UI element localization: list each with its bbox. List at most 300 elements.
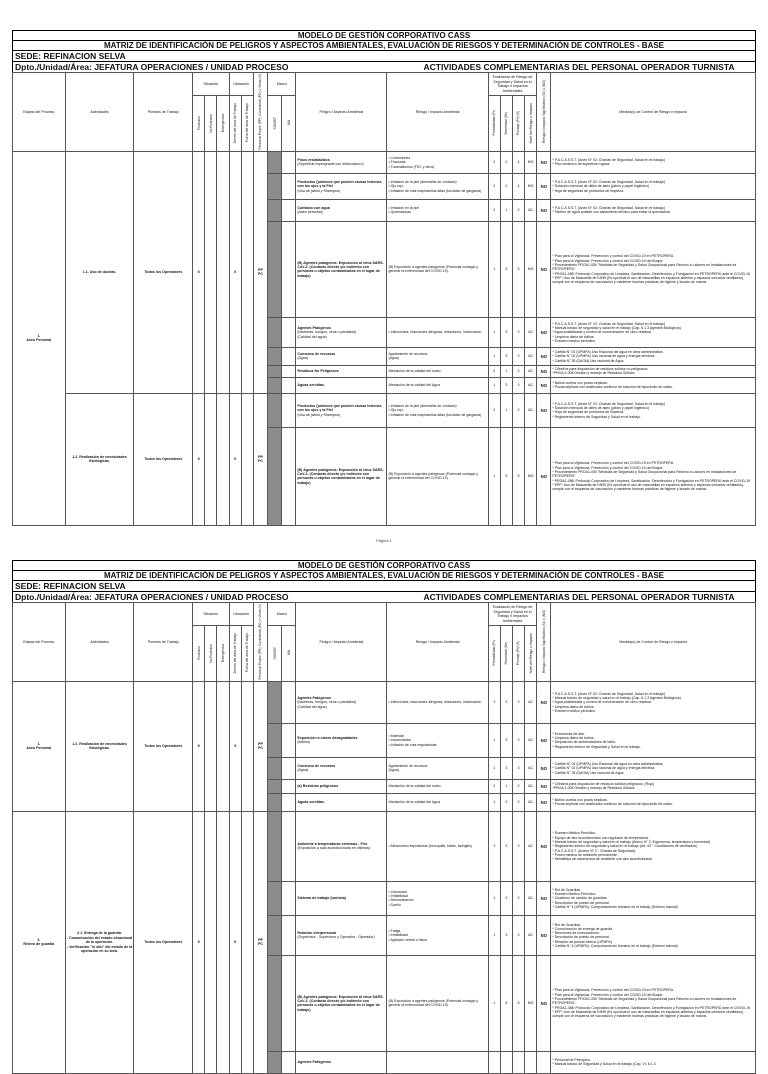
activities-label: ACTIVIDADES COMPLEMENTARIAS DEL PERSONAL OPERADOR TURNISTA bbox=[423, 62, 735, 72]
activity-cell: 1.1. Uso de duchas. bbox=[65, 151, 134, 393]
activity-cell: 2.1. Entrega de la guardia: - Comunicación del estado situacional de la operación. - Verificación "in situ" del estado de la operación en su área. bbox=[65, 811, 134, 1073]
no-rutinario-cell bbox=[205, 681, 217, 811]
ma-cell bbox=[282, 757, 296, 779]
sso-cell bbox=[268, 1051, 282, 1073]
puntaje-cell: 3 bbox=[512, 915, 524, 955]
puntaje-cell bbox=[512, 1051, 524, 1073]
col-nivel-text: Nivel del Riesgo o Impacto bbox=[528, 102, 533, 144]
probabilidad-cell: 2 bbox=[488, 173, 500, 199]
severidad-cell: 3 bbox=[500, 377, 512, 393]
peligro-cell bbox=[296, 365, 387, 377]
sso-cell bbox=[268, 811, 282, 881]
col-severidad bbox=[500, 626, 512, 681]
peligro-name: Agentes Patógenos bbox=[297, 325, 331, 330]
col-actividades: Actividades bbox=[65, 603, 134, 682]
col-situacion: Situación bbox=[193, 603, 229, 626]
col-etapas: Etapas del Proceso bbox=[13, 603, 66, 682]
col-personal-text: Personal Propio (PP); Contratista (PC) o Visita (V) bbox=[258, 603, 263, 679]
ma-cell bbox=[282, 915, 296, 955]
col-ma-text: MA bbox=[286, 120, 291, 126]
puntaje-cell: 3 bbox=[512, 681, 524, 723]
riesgo-cell: • Infecciones, reacciones alérgicas, irritaciones, intoxicación bbox=[387, 317, 488, 347]
control-cell: * Rol de Guardias. * Comunicación de entrega de guardia. * Reuniones de comunicación. * Descripción de puesto de personal. * Relación de puesto interno (UPMPA) * Cartilla N° 4 (UPMPA): Comportamiento humano en el trabajo (Entorno laboral) bbox=[551, 915, 756, 955]
table-row bbox=[13, 681, 756, 723]
peligro-cell bbox=[296, 151, 387, 173]
col-personal bbox=[253, 73, 267, 152]
ma-cell bbox=[282, 955, 296, 1051]
riesgo-cell: Afectación de la calidad del suelo. bbox=[387, 779, 488, 793]
activities-label: ACTIVIDADES COMPLEMENTARIAS DEL PERSONAL OPERADOR TURNISTA bbox=[423, 592, 735, 602]
probabilidad-cell: 1 bbox=[488, 347, 500, 365]
col-severidad bbox=[500, 96, 512, 151]
significativo-cell: NO bbox=[537, 377, 551, 393]
peligro-cell bbox=[296, 723, 387, 757]
col-fuera bbox=[241, 626, 253, 681]
fuera-cell bbox=[241, 151, 253, 393]
ma-cell bbox=[282, 393, 296, 427]
puntaje-cell: 3 bbox=[512, 757, 524, 779]
peligro-name: Consumo de recursos bbox=[297, 764, 336, 768]
no-rutinario-cell bbox=[205, 151, 217, 393]
peligro-cell bbox=[296, 427, 387, 525]
col-emergencia bbox=[217, 96, 229, 151]
riesgo-cell: (B) Exposición a agentes patógenos (Potencial contagio y generar la enfermedad del COVID-19). bbox=[387, 427, 488, 525]
nivel-cell: AC bbox=[525, 881, 537, 915]
puntaje-cell: 3 bbox=[512, 881, 524, 915]
significativo-cell: NO bbox=[537, 427, 551, 525]
stage-cell: 2. Relevo de guardia bbox=[13, 811, 66, 1073]
activity-cell: 1.2. Realización de necesidades fisiológicas. bbox=[65, 393, 134, 525]
peligro-cell bbox=[296, 779, 387, 793]
area-row bbox=[12, 591, 756, 602]
control-cell: * Examen Médico Periódico. * Equipo de aire acondicionado con regulador de temperatura. * Manual básico de seguridad y salud en el trabajo (Anexo N° 2: Ergonomía, temperatura y humedad) * Reglamento interno de seguridad y salud en el trabajo (Art. 62°: Condiciones de ventilación) * P.A.C.A.S.S.T. (Anexo N° 2 - Charlas de Seguridad). * Poseo medica de ambiente permanente. * Señalética de advertencia de ambiente con aire acondicionado. bbox=[551, 811, 756, 881]
control-cell: * Personal de Petroperu. * Manual básico de Seguridad y Salud en el trabajo (Cap. VI, 6.1.3 bbox=[551, 1051, 756, 1073]
ma-cell bbox=[282, 347, 296, 365]
sso-cell bbox=[268, 779, 282, 793]
control-cell: * Plan para la Vigilancia, Prevención y control del COVID-19 en PETROPERU. * Plan para la Vigilancia, Prevención y control del COVID-19 del Buque. * Procedimiento PROA1-050 "Medidas de Seguridad y Salud Ocupacional para Retorno a Labores en Instalaciones de PETROPERÚ". * PROA1-088: Protocolo Corporativo de Limpieza, Sanitización, Desinfección y Fumigación en PETROPERÚ ante el COVID-19. * EPP: Uso de Mascarilla de KN95 (Es opcional el uso de mascarillas en espacios abiertos y espacios cerrados ventilados), cumplir con el esquema de vacunación y mantener buenas prácticas de higiene y lavado de manos. bbox=[551, 427, 756, 525]
col-nivel-text: Nivel del Riesgo o Impacto bbox=[528, 632, 533, 674]
riesgo-cell: • Contusiones • Fracturas • Traumatismos (TEC y otros) bbox=[387, 151, 488, 173]
control-cell: * P.A.C.A.S.S.T. (Anex N° 02: Charlas de Seguridad, Salud en el trabajo) * Manual básico de seguridad y salud en el trabajo (Cap. 6.1.3 Agentes Biológicos). * Agua potabilizada y control de concentración de cloro residual. * Limpieza diaria de baños. * Examen médico periódico. bbox=[551, 681, 756, 723]
col-emergencia-text: Emergencia bbox=[220, 113, 225, 133]
ma-cell bbox=[282, 377, 296, 393]
dentro-cell: X bbox=[229, 811, 241, 1073]
peligro-detail: (Uso de jabón y Shampoo) bbox=[297, 412, 341, 417]
severidad-cell bbox=[500, 1051, 512, 1073]
probabilidad-cell: 1 bbox=[488, 723, 500, 757]
riesgo-cell: (B) Exposición a agentes patógenos (Potencial contagio y generar la enfermedad del COVID-19). bbox=[387, 955, 488, 1051]
nivel-cell: MO bbox=[525, 427, 537, 525]
riesgo-cell: Afectación de la calidad del suelo. bbox=[387, 365, 488, 377]
nivel-cell: AC bbox=[525, 723, 537, 757]
rutinario-cell: X bbox=[193, 811, 205, 1073]
puesto-cell: Todos los Operadores bbox=[134, 681, 193, 811]
sso-cell bbox=[268, 757, 282, 779]
col-peligro: Peligro / Aspecto Ambiental bbox=[296, 603, 387, 682]
riesgo-cell: • Fatiga • Irritabilidad • Agresión verbal o física bbox=[387, 915, 488, 955]
col-sso-text: SSO/ST bbox=[272, 116, 277, 130]
puntaje-cell: 2 bbox=[512, 779, 524, 793]
personal-cell: PP PC bbox=[253, 681, 267, 811]
sso-cell bbox=[268, 151, 282, 173]
puntaje-cell: 3 bbox=[512, 347, 524, 365]
peligro-name: (a) Residuos peligrosos bbox=[297, 784, 339, 789]
ma-cell bbox=[282, 221, 296, 317]
nivel-cell bbox=[525, 1051, 537, 1073]
control-cell: * Cilindros para disposición de residuos sólidos peligrosos. (Rojo) *PROA 2-008 Gestión y manejo de Residuos Sólidos bbox=[551, 779, 756, 793]
no-rutinario-cell bbox=[205, 393, 217, 525]
document-page-1 bbox=[12, 30, 756, 526]
peligro-cell bbox=[296, 955, 387, 1051]
peligro-cell bbox=[296, 347, 387, 365]
ma-cell bbox=[282, 881, 296, 915]
probabilidad-cell: 1 bbox=[488, 681, 500, 723]
significativo-cell: NO bbox=[537, 151, 551, 173]
nivel-cell: AC bbox=[525, 793, 537, 811]
ma-cell bbox=[282, 681, 296, 723]
col-marco: Marco bbox=[268, 603, 296, 626]
riesgo-cell: • Afecciones respiratorias (bronquitis, tráido, faringitis) bbox=[387, 811, 488, 881]
col-dentro bbox=[229, 96, 241, 151]
sso-cell bbox=[268, 173, 282, 199]
col-actividades: Actividades bbox=[65, 73, 134, 152]
riesgo-cell: • Molestar • Incomodidad • Irritación de vías respiratorias bbox=[387, 723, 488, 757]
puntaje-cell: 5 bbox=[512, 955, 524, 1051]
significativo-cell: NO bbox=[537, 221, 551, 317]
doc-subtitle: MATRIZ DE IDENTIFICACIÓN DE PELIGROS Y ASPECTOS AMBIENTALES, EVALUACIÓN DE RIESGOS Y DETERMINACIÓN DE CONTROLES - BASE bbox=[12, 40, 756, 50]
probabilidad-cell: 1 bbox=[488, 221, 500, 317]
control-cell: * Extractores de aire. * Limpieza diaria de baños. * Disposición de ambientadores de baño. * Reglamento interno de Seguridad y Salud en el trabajo. bbox=[551, 723, 756, 757]
col-significativo bbox=[537, 73, 551, 152]
control-cell: * Cilindros para disposición de residuos sólidos no peligrosos. *PROA 2-008 Gestión y manejo de Residuos Sólidos bbox=[551, 365, 756, 377]
col-probabilidad bbox=[488, 626, 500, 681]
col-riesgo: Riesgo / Impacto Ambiental bbox=[387, 73, 488, 152]
puesto-cell: Todos los Operadores bbox=[134, 811, 193, 1073]
col-emergencia bbox=[217, 626, 229, 681]
puntaje-cell: 3 bbox=[512, 723, 524, 757]
severidad-cell: 1 bbox=[500, 199, 512, 221]
significativo-cell: NO bbox=[537, 793, 551, 811]
nivel-cell: MO bbox=[525, 955, 537, 1051]
col-significativo-text: Riesgo o Impacto Significativo (SI) o (NO) bbox=[541, 609, 546, 673]
nivel-cell: AC bbox=[525, 681, 537, 723]
document-page-2 bbox=[12, 560, 756, 1074]
sso-cell bbox=[268, 955, 282, 1051]
peligro-detail: (Baños) bbox=[297, 740, 310, 745]
peligro-name: Agentes Patógenos bbox=[297, 695, 331, 700]
nivel-cell: MO bbox=[525, 221, 537, 317]
col-medidas: Medida(s) de Control de Riesgo e Impacto bbox=[551, 603, 756, 682]
riesgo-cell: Agotamiento de recursos (Agua) bbox=[387, 347, 488, 365]
dentro-cell: X bbox=[229, 151, 241, 393]
col-ma bbox=[282, 626, 296, 681]
col-rutinario-text: Rutinario bbox=[196, 116, 201, 130]
severidad-cell: 3 bbox=[500, 723, 512, 757]
significativo-cell: NO bbox=[537, 681, 551, 723]
ma-cell bbox=[282, 793, 296, 811]
stage-cell: 1. Aseo Personal bbox=[13, 681, 66, 811]
probabilidad-cell: 1 bbox=[488, 317, 500, 347]
nivel-cell: AC bbox=[525, 915, 537, 955]
riesgo-cell: • Infecciones, reacciones alérgicas, irritaciones, intoxicación bbox=[387, 681, 488, 723]
col-personal-text: Personal Propio (PP); Contratista (PC) o Visita (V) bbox=[258, 73, 263, 149]
puntaje-cell: 3 bbox=[512, 377, 524, 393]
area-label: Dpto./Unidad/Área: JEFATURA OPERACIONES / UNIDAD PROCESO bbox=[15, 592, 289, 602]
probabilidad-cell: 1 bbox=[488, 915, 500, 955]
peligro-cell bbox=[296, 1051, 387, 1073]
emergencia-cell bbox=[217, 393, 229, 525]
personal-cell: PP PC bbox=[253, 393, 267, 525]
ma-cell bbox=[282, 779, 296, 793]
ma-cell bbox=[282, 427, 296, 525]
peligro-cell bbox=[296, 915, 387, 955]
sso-cell bbox=[268, 881, 282, 915]
significativo-cell: NO bbox=[537, 811, 551, 881]
control-cell: * Rol de Guardias. * Examen Médico Periódico. * Cuaderno de cambio de guardias. * Descripción de puesto de personal. * Cartilla N° 4 (UPMPA): Comportamiento humano en el trabajo (Entorno laboral) bbox=[551, 881, 756, 915]
sso-cell bbox=[268, 199, 282, 221]
peligro-cell bbox=[296, 317, 387, 347]
riesgo-cell: • Irritación de la piel (dermatitis de contacto) • Ojo rojo • Irritación de vías respiratorias altas (tos/dolor de garganta) bbox=[387, 393, 488, 427]
nivel-cell: AC bbox=[525, 317, 537, 347]
sso-cell bbox=[268, 915, 282, 955]
probabilidad-cell: 1 bbox=[488, 955, 500, 1051]
emergencia-cell bbox=[217, 151, 229, 393]
control-cell: * P.A.C.A.S.S.T. (Anex N° 02: Charlas de Seguridad, Salud en el trabajo) * Manual básico de seguridad y salud en el trabajo (Cap. 6.1.3 Agentes Biológicos). * Agua potabilizada y control de concentración de cloro residual. * Limpieza diaria de baños. * Examen médico periódico. bbox=[551, 317, 756, 347]
nivel-cell: AC bbox=[525, 779, 537, 793]
probabilidad-cell bbox=[488, 1051, 500, 1073]
significativo-cell: NO bbox=[537, 723, 551, 757]
table-row bbox=[13, 811, 756, 881]
peligro-name: Exposición a olores desagradables bbox=[297, 736, 358, 740]
risk-matrix-table bbox=[12, 72, 756, 526]
sso-cell bbox=[268, 221, 282, 317]
probabilidad-cell: 2 bbox=[488, 199, 500, 221]
nivel-cell: AC bbox=[525, 757, 537, 779]
col-no-rutinario-text: No Rutinario bbox=[208, 643, 213, 663]
col-fuera bbox=[241, 96, 253, 151]
page-footer: Página 1 bbox=[376, 538, 392, 543]
col-puntaje bbox=[512, 626, 524, 681]
sso-cell bbox=[268, 793, 282, 811]
riesgo-cell: Afectación de la calidad del Agua bbox=[387, 793, 488, 811]
control-cell: * Cartilla N° 03 (UPMPA) Uso Racional del agua en área administrativa. * Cartilla N° 02 (UPMPA) Uso racional de agua y energía eléctrica * Cartilla N° 28 (DAGM) Uso racional de Agua. bbox=[551, 347, 756, 365]
puesto-cell: Todos los Operadores bbox=[134, 393, 193, 525]
sso-cell bbox=[268, 723, 282, 757]
probabilidad-cell: 1 bbox=[488, 811, 500, 881]
emergencia-cell bbox=[217, 811, 229, 1073]
puntaje-cell: 3 bbox=[512, 811, 524, 881]
col-marco: Marco bbox=[268, 73, 296, 96]
sso-cell bbox=[268, 427, 282, 525]
peligro-detail: (Uso de jabón y Shampoo) bbox=[297, 188, 341, 193]
sso-cell bbox=[268, 365, 282, 377]
puesto-cell: Todos los Operadores bbox=[134, 151, 193, 393]
ma-cell bbox=[282, 723, 296, 757]
col-personal bbox=[253, 603, 267, 682]
peligro-cell bbox=[296, 199, 387, 221]
peligro-cell bbox=[296, 881, 387, 915]
col-no-rutinario bbox=[205, 626, 217, 681]
col-probabilidad-text: Probabilidad (Pr) bbox=[492, 110, 497, 136]
severidad-cell: 3 bbox=[500, 793, 512, 811]
doc-subtitle: MATRIZ DE IDENTIFICACIÓN DE PELIGROS Y ASPECTOS AMBIENTALES, EVALUACIÓN DE RIESGOS Y DETERMINACIÓN DE CONTROLES - BASE bbox=[12, 570, 756, 580]
ma-cell bbox=[282, 317, 296, 347]
peligro-cell bbox=[296, 681, 387, 723]
riesgo-cell: • Irritación de la piel (dermatitis de contacto) • Ojo rojo • Irritación de vías respiratorias altas (tos/dolor de garganta) bbox=[387, 173, 488, 199]
peligro-name: (B) Agentes patógenos: Exposición al virus SARS-CoV-2. (Contacto directo y/o indirecto con personas u objetos contaminados en el lugar de trabajo) bbox=[297, 260, 384, 278]
col-sso-text: SSO/ST bbox=[272, 646, 277, 660]
probabilidad-cell: 2 bbox=[488, 779, 500, 793]
significativo-cell: NO bbox=[537, 881, 551, 915]
control-cell: * P.A.C.A.S.S.T. (Anex N° 02: Charlas de Seguridad, Salud en el trabajo) * Dotación mensual de útiles de aseo (jabón y papel higiénico) * Hoja de seguridad de productos de limpieza. * Reglamento interno de Seguridad y Salud en el trabajo. bbox=[551, 393, 756, 427]
col-fuera-text: Fuera del área de Trabajo bbox=[245, 633, 250, 673]
sso-cell bbox=[268, 681, 282, 723]
sso-cell bbox=[268, 317, 282, 347]
peligro-detail: (bacterias, hongos, virus o parásitos) (Calidad del agua) bbox=[297, 700, 357, 709]
significativo-cell: NO bbox=[537, 173, 551, 199]
col-no-rutinario bbox=[205, 96, 217, 151]
peligro-detail: (Superficie impregnada con hidrocarburo) bbox=[297, 162, 364, 167]
no-rutinario-cell bbox=[205, 811, 217, 1073]
puntaje-cell: 4 bbox=[512, 173, 524, 199]
control-cell: * P.A.C.A.S.S.T. (Anex N° 02: Charlas de Seguridad, Salud en el trabajo) * Tablero de agua potable con aislamiento térmico para evitar la quemadura. bbox=[551, 199, 756, 221]
peligro-name: Residuos No Peligrosos bbox=[297, 369, 339, 374]
col-ubicacion: Ubicación bbox=[229, 603, 253, 626]
col-rutinario bbox=[193, 96, 205, 151]
control-cell: * Plan para la Vigilancia, Prevención y control del COVID-19 en PETROPERU. * Plan para la Vigilancia, Prevención y control del COVID-19 del Buque. * Procedimiento PROA1-050 "Medidas de Seguridad y Salud Ocupacional para Retorno a Labores en Instalaciones de PETROPERÚ". * PROA1-088: Protocolo Corporativo de Limpieza, Sanitización, Desinfección y Fumigación en PETROPERÚ ante el COVID-19. * EPP: Uso de Mascarilla de KN95 (Es opcional el uso de mascarillas en espacios abiertos y espacios cerrados ventilados), cumplir con el esquema de vacunación y mantener buenas prácticas de higiene y lavado de manos. bbox=[551, 955, 756, 1051]
significativo-cell: NO bbox=[537, 347, 551, 365]
col-evaluacion: Evaluación de Riesgo de Seguridad y Salud en el Trabajo e Impactos Ambientales bbox=[488, 73, 537, 96]
peligro-detail: (Agua) bbox=[297, 356, 309, 361]
col-puestos: Puestos de Trabajo bbox=[134, 73, 193, 152]
col-sso bbox=[268, 626, 282, 681]
puntaje-cell: 5 bbox=[512, 427, 524, 525]
probabilidad-cell: 2 bbox=[488, 393, 500, 427]
riesgo-cell: • Cansancio • Irritabilidad • Desmotivación • Sueño bbox=[387, 881, 488, 915]
control-cell: * Plan para la Vigilancia, Prevención y control del COVID-19 en PETROPERU. * Plan para la Vigilancia, Prevención y control del COVID-19 del Buque. * Procedimiento PROA1-050 "Medidas de Seguridad y Salud Ocupacional para Retorno a Labores en Instalaciones de PETROPERÚ". * PROA1-088: Protocolo Corporativo de Limpieza, Sanitización, Desinfección y Fumigación en PETROPERÚ ante el COVID-19. * EPP: Uso de Mascarilla de KN95 (Es opcional el uso de mascarillas en espacios abiertos y espacios cerrados ventilados), cumplir con el esquema de vacunación y mantener buenas prácticas de higiene y lavado de manos. bbox=[551, 221, 756, 317]
severidad-cell: 3 bbox=[500, 347, 512, 365]
ma-cell bbox=[282, 365, 296, 377]
peligro-cell bbox=[296, 757, 387, 779]
area-row bbox=[12, 61, 756, 72]
ma-cell bbox=[282, 151, 296, 173]
emergencia-cell bbox=[217, 681, 229, 811]
fuera-cell bbox=[241, 681, 253, 811]
col-etapas: Etapas del Proceso bbox=[13, 73, 66, 152]
peligro-name: Relación interpersonal bbox=[297, 931, 337, 935]
probabilidad-cell: 2 bbox=[488, 365, 500, 377]
probabilidad-cell: 1 bbox=[488, 427, 500, 525]
peligro-cell bbox=[296, 173, 387, 199]
col-dentro bbox=[229, 626, 241, 681]
col-ubicacion: Ubicación bbox=[229, 73, 253, 96]
col-nivel bbox=[525, 626, 537, 681]
severidad-cell: 1 bbox=[500, 365, 512, 377]
significativo-cell: NO bbox=[537, 757, 551, 779]
severidad-cell: 5 bbox=[500, 221, 512, 317]
risk-matrix-table-2 bbox=[12, 602, 756, 1074]
riesgo-cell: • Irritación en la piel • Quemaduras bbox=[387, 199, 488, 221]
significativo-cell: NO bbox=[537, 199, 551, 221]
col-puntaje-text: Puntaje (Pr)*(S) bbox=[516, 111, 521, 135]
peligro-detail: (bacterias, hongos, virus o parásitos) (Calidad del agua) bbox=[297, 330, 357, 339]
significativo-cell: NO bbox=[537, 365, 551, 377]
ma-cell bbox=[282, 199, 296, 221]
peligro-name: Productos Químicos que pueden causar lesiones con los ojos y la Piel bbox=[297, 403, 382, 413]
col-puestos: Puestos de Trabajo bbox=[134, 603, 193, 682]
col-emergencia-text: Emergencia bbox=[220, 643, 225, 663]
peligro-cell bbox=[296, 793, 387, 811]
probabilidad-cell: 1 bbox=[488, 757, 500, 779]
severidad-cell: 1 bbox=[500, 779, 512, 793]
control-cell: * P.A.C.A.S.S.T. (Anex N° 02: Charlas de Seguridad, Salud en el trabajo) * Dotación mensual de útiles de aseo (jabón y papel higiénico) * Hoja de seguridad de productos de limpieza. bbox=[551, 173, 756, 199]
peligro-name: (B) Agentes patógenos: Exposición al virus SARS-CoV-2. (Contacto directo y/o indirecto con personas u objetos contaminados en el lugar de trabajo) bbox=[297, 467, 384, 485]
severidad-cell: 2 bbox=[500, 173, 512, 199]
puntaje-cell: 2 bbox=[512, 199, 524, 221]
col-probabilidad-text: Probabilidad (Pr) bbox=[492, 640, 497, 666]
col-evaluacion: Evaluación de Riesgo de Seguridad y Salud en el Trabajo e Impactos Ambientales bbox=[488, 603, 537, 626]
nivel-cell: MO bbox=[525, 151, 537, 173]
ma-cell bbox=[282, 173, 296, 199]
area-label: Dpto./Unidad/Área: JEFATURA OPERACIONES / UNIDAD PROCESO bbox=[15, 62, 289, 72]
severidad-cell: 3 bbox=[500, 915, 512, 955]
col-dentro-text: Dentro del área de Trabajo bbox=[233, 632, 238, 674]
ma-cell bbox=[282, 1051, 296, 1073]
col-rutinario-text: Rutinario bbox=[196, 646, 201, 660]
doc-title: MODELO DE GESTIÓN CORPORATIVO CASS bbox=[12, 30, 756, 40]
riesgo-cell: Agotamiento de recursos (Agua) bbox=[387, 757, 488, 779]
col-puntaje bbox=[512, 96, 524, 151]
significativo-cell: NO bbox=[537, 393, 551, 427]
peligro-name: Contacto con agua bbox=[297, 206, 330, 210]
peligro-name: Consumo de recursos bbox=[297, 352, 336, 356]
col-dentro-text: Dentro del área de Trabajo bbox=[233, 102, 238, 144]
personal-cell: PP PC bbox=[253, 811, 267, 1073]
doc-title: MODELO DE GESTIÓN CORPORATIVO CASS bbox=[12, 560, 756, 570]
control-cell: * Cartilla N° 03 (UPMPA) Uso Racional del agua en área administrativa. * Cartilla N° 02 (UPMPA) Uso racional de agua y energía eléctrica * Cartilla N° 28 (DAGM) Uso racional de Agua. bbox=[551, 757, 756, 779]
control-cell: * Baños cuenta con pozas sépticas. * Pozas sépticas con dosificador continuo de solución de hipoclorito de calcio. bbox=[551, 377, 756, 393]
nivel-cell: AC bbox=[525, 393, 537, 427]
nivel-cell: AC bbox=[525, 811, 537, 881]
puntaje-cell: 2 bbox=[512, 365, 524, 377]
control-cell: * Baños cuenta con pozas sépticas. * Pozas sépticas con dosificador continuo de solución de hipoclorito de calcio. bbox=[551, 793, 756, 811]
col-situacion: Situación bbox=[193, 73, 229, 96]
control-cell: * P.A.C.A.S.S.T. (Anex N° 02: Charlas de Seguridad, Salud en el trabajo) * Piso cerámico de superficie rugosa. bbox=[551, 151, 756, 173]
peligro-name: Sistema de trabajo (turnista) bbox=[297, 896, 346, 901]
col-no-rutinario-text: No Rutinario bbox=[208, 113, 213, 133]
rutinario-cell: X bbox=[193, 681, 205, 811]
riesgo-cell bbox=[387, 1051, 488, 1073]
fuera-cell bbox=[241, 811, 253, 1073]
severidad-cell: 3 bbox=[500, 317, 512, 347]
dentro-cell: X bbox=[229, 681, 241, 811]
nivel-cell: AC bbox=[525, 199, 537, 221]
puntaje-cell: 2 bbox=[512, 393, 524, 427]
sede-label: SEDE: REFINACION SELVA bbox=[12, 580, 756, 591]
peligro-cell bbox=[296, 221, 387, 317]
peligro-cell bbox=[296, 811, 387, 881]
col-ma-text: MA bbox=[286, 650, 291, 656]
significativo-cell: NO bbox=[537, 915, 551, 955]
severidad-cell: 2 bbox=[500, 151, 512, 173]
peligro-name: Pisos resbaladizos bbox=[297, 158, 330, 162]
sede-label: SEDE: REFINACION SELVA bbox=[12, 50, 756, 61]
peligro-name: (B) Agentes patógenos: Exposición al virus SARS-CoV-2. (Contacto directo y/o indirecto con personas u objetos contaminados en el lugar de trabajo) bbox=[297, 994, 384, 1012]
severidad-cell: 5 bbox=[500, 427, 512, 525]
activity-cell: 1.2. Realización de necesidades fisiológicas. bbox=[65, 681, 134, 811]
peligro-cell bbox=[296, 393, 387, 427]
ma-cell bbox=[282, 811, 296, 881]
